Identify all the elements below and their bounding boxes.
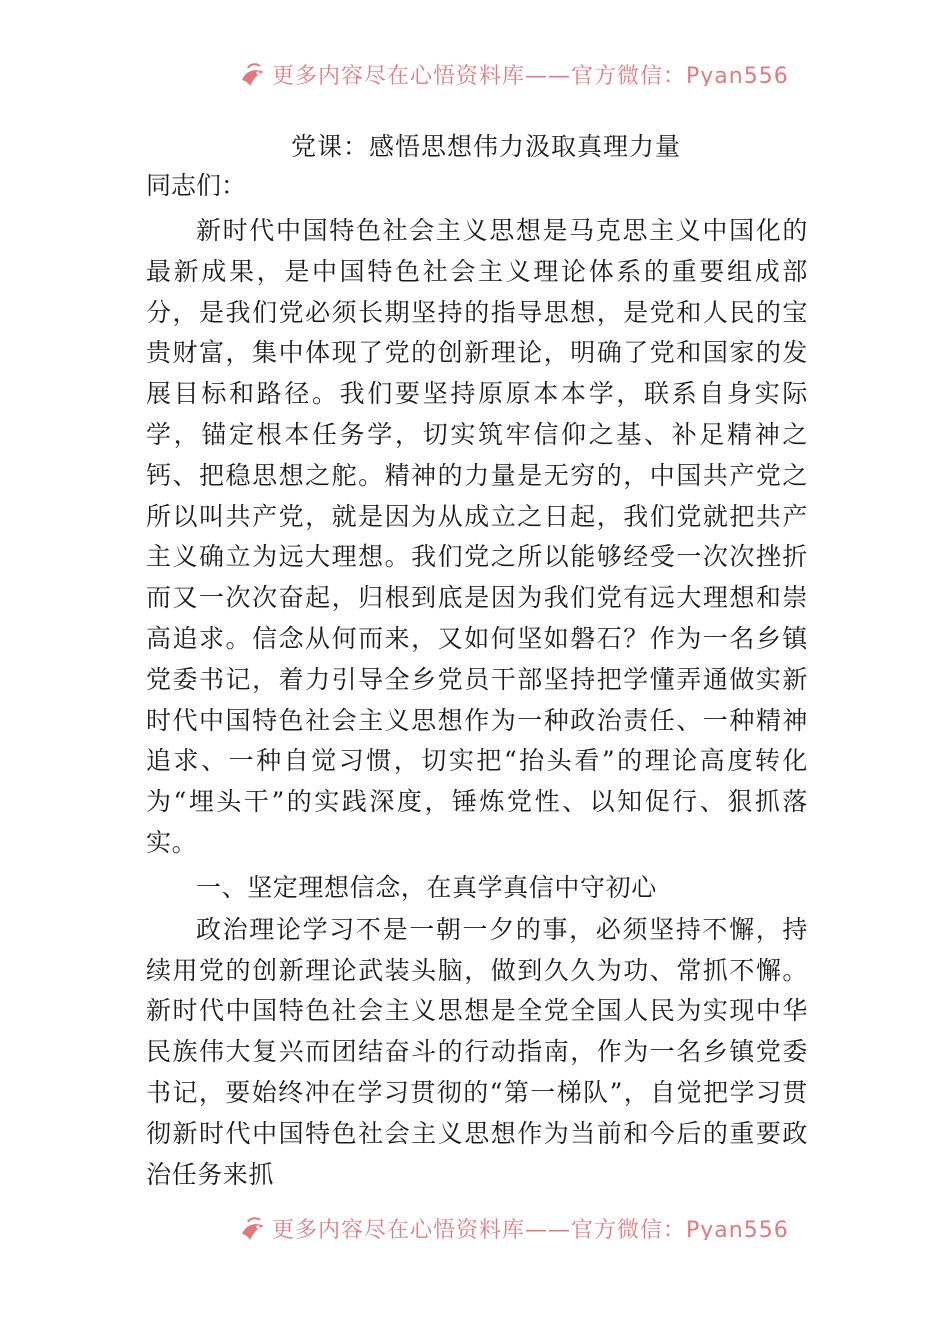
salutation: 同志们： — [146, 171, 247, 200]
paragraph-intro: 新时代中国特色社会主义思想是马克思主义中国化的最新成果，是中国特色社会主义理论体系的重要组成部分，是我们党必须长期坚持的指导思想，是党和人民的宝贵财富，集中体现了党的创新理论，明确了党和国家的发展目标和路径。我们要坚持原原本本学，联系自身实际学，锚定根本任务学，切实筑牢信仰之基、补足精神之钙、把稳思想之舵。精神的力量是无穷的，中国共产党之所以叫共产党，就是因为从成立之日起，我们党就把共产主义确立为远大理想。我们党之所以能够经受一次次挫折而又一次次奋起，归根到底是因为我们党有远大理想和崇高追求。信念从何而来，又如何坚如磐石？作为一名乡镇党委书记，着力引导全乡党员干部坚持把学懂弄通做实新时代中国特色社会主义思想作为一种政治责任、一种精神追求、一种自觉习惯，切实把“抬头看”的理论高度转化为“埋头干”的实践深度，锤炼党性、以知促行、狠抓落实。 — [146, 216, 808, 857]
watermark-text: 更多内容尽在心悟资料库——官方微信：Pyan556 — [272, 1218, 789, 1240]
document-title: 党课：感悟思想伟力汲取真理力量 — [290, 132, 681, 161]
fish-logo-icon — [238, 60, 268, 87]
section-heading-1: 一、坚定理想信念，在真学真信中守初心 — [196, 872, 657, 902]
paragraph-section-1: 政治理论学习不是一朝一夕的事，必须坚持不懈，持续用党的创新理论武装头脑，做到久久为功、常抓不懈。新时代中国特色社会主义思想是全党全国人民为实现中华民族伟大复兴而团结奋斗的行动指南，作为一名乡镇党委书记，要始终冲在学习贯彻的“第一梯队”，自觉把学习贯彻新时代中国特色社会主义思想作为当前和今后的重要政治任务来抓 — [146, 914, 808, 1189]
fish-logo-icon — [238, 1214, 268, 1241]
watermark-text: 更多内容尽在心悟资料库——官方微信：Pyan556 — [272, 64, 789, 86]
watermark-footer — [0, 1206, 950, 1240]
watermark-header — [0, 52, 950, 86]
document-body — [146, 128, 808, 1195]
